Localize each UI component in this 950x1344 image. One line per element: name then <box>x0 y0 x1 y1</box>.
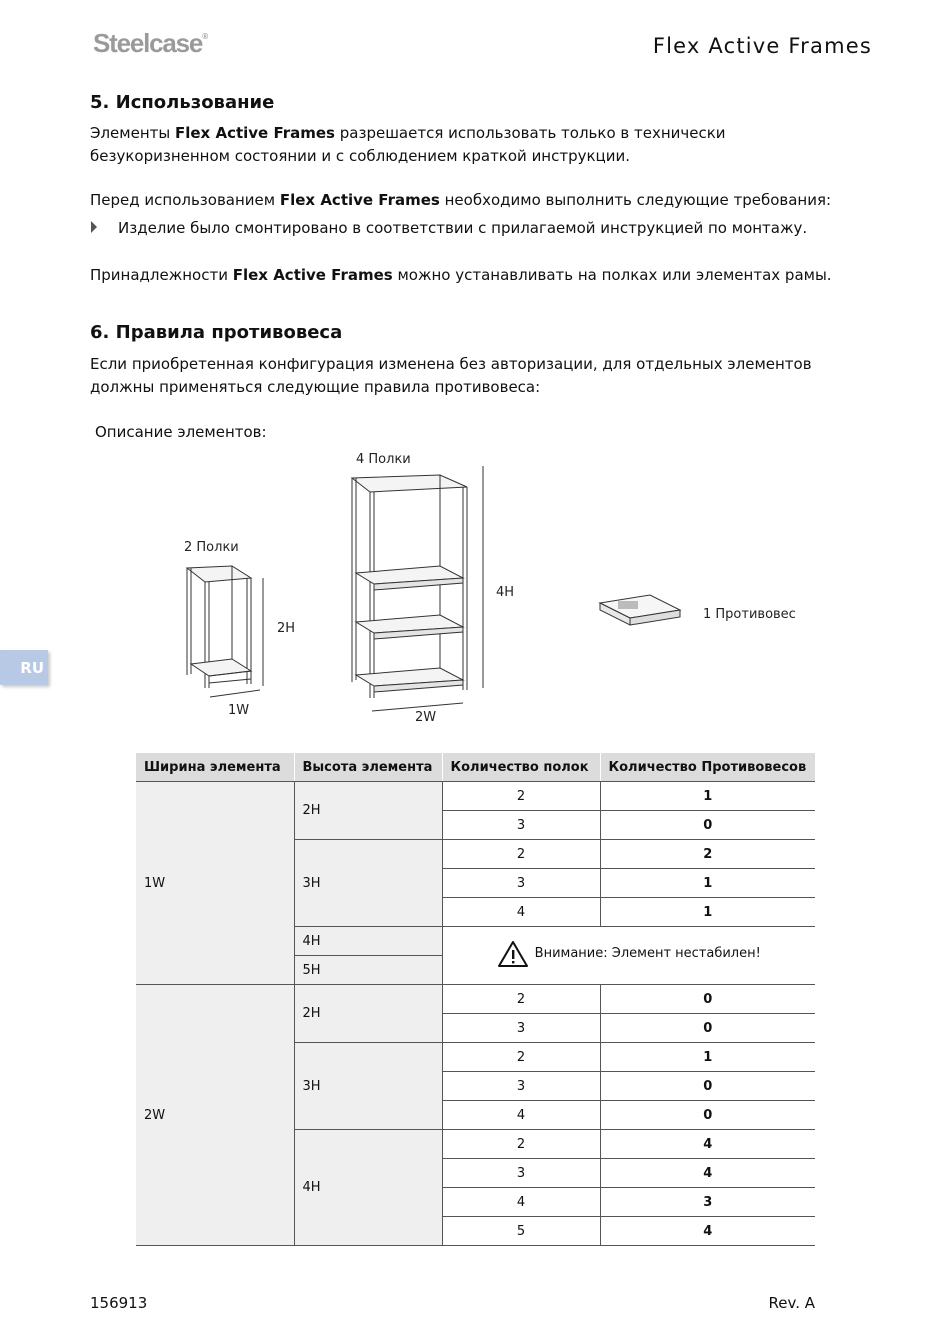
counterweights-cell: 0 <box>600 1014 815 1043</box>
shelves-cell: 3 <box>442 811 600 840</box>
text-run: Элементы <box>90 124 175 142</box>
small-unit-height-label: 2H <box>277 621 296 636</box>
tall-shelf-unit-drawing <box>352 466 483 711</box>
shelves-cell: 3 <box>442 1159 600 1188</box>
shelves-cell: 4 <box>442 898 600 927</box>
tall-unit-width-label: 2W <box>415 710 437 725</box>
text-run: Принадлежности <box>90 266 233 284</box>
counterweights-cell: 0 <box>600 1101 815 1130</box>
counterweights-cell: 4 <box>600 1130 815 1159</box>
shelves-cell: 2 <box>442 840 600 869</box>
height-cell: 3H <box>294 1043 442 1130</box>
header-counterweight-count: Количество Противовесов <box>600 753 815 782</box>
shelves-cell: 2 <box>442 782 600 811</box>
counterweights-cell: 1 <box>600 1043 815 1072</box>
counterweights-cell: 2 <box>600 840 815 869</box>
section-6-heading: 6. Правила противовеса <box>90 322 343 343</box>
elements-description-label: Описание элементов: <box>95 423 267 441</box>
small-shelf-unit-drawing <box>187 566 263 697</box>
counterweights-cell: 1 <box>600 869 815 898</box>
height-cell: 2H <box>294 985 442 1043</box>
product-name: Flex Active Frames <box>232 266 393 284</box>
counterweights-cell: 1 <box>600 782 815 811</box>
header-element-width: Ширина элемента <box>136 753 294 782</box>
table-row <box>136 782 815 811</box>
brand-name: Steelcase <box>93 28 203 58</box>
shelves-cell: 3 <box>442 869 600 898</box>
tall-unit-height-label: 4H <box>496 585 515 600</box>
document-title: Flex Active Frames <box>652 34 872 58</box>
section-6-paragraph: Если приобретенная конфигурация изменена без авторизации, для отдельных элементов должны применяться следующие правила противовеса: <box>90 355 812 396</box>
shelves-cell: 4 <box>442 1188 600 1217</box>
counterweight-rules-table <box>136 753 815 1246</box>
header-element-height: Высота элемента <box>294 753 442 782</box>
counterweights-cell: 0 <box>600 1072 815 1101</box>
height-cell: 4H <box>294 1130 442 1246</box>
warning-icon <box>497 940 529 968</box>
height-cell: 3H <box>294 840 442 927</box>
counterweights-cell: 0 <box>600 985 815 1014</box>
text-run: Перед использованием <box>90 191 280 209</box>
width-cell: 1W <box>136 782 294 985</box>
counterweight-label: 1 Противовес <box>703 607 796 622</box>
shelves-cell: 3 <box>442 1072 600 1101</box>
width-cell: 2W <box>136 985 294 1246</box>
shelves-cell: 2 <box>442 1130 600 1159</box>
shelves-cell: 3 <box>442 1014 600 1043</box>
counterweights-cell: 3 <box>600 1188 815 1217</box>
counterweights-cell: 4 <box>600 1217 815 1246</box>
table-row <box>136 985 815 1014</box>
revision-label: Rev. A <box>768 1294 815 1312</box>
shelves-cell: 2 <box>442 1043 600 1072</box>
small-unit-width-label: 1W <box>228 703 250 718</box>
unstable-warning <box>497 940 761 968</box>
table-header-row <box>136 753 815 782</box>
counterweights-cell: 1 <box>600 898 815 927</box>
small-unit-shelves-label: 2 Полки <box>184 540 239 555</box>
text-run: разрешается использовать только в технически безукоризненном состоянии и с соблюдением краткой инструкции. <box>90 124 726 165</box>
counterweights-cell: 0 <box>600 811 815 840</box>
counterweight-drawing <box>600 595 680 625</box>
registered-mark: ® <box>202 32 209 41</box>
requirement-bullet: Изделие было смонтировано в соответствии с прилагаемой инструкцией по монтажу. <box>118 219 808 237</box>
product-name: Flex Active Frames <box>279 191 440 209</box>
height-cell: 2H <box>294 782 442 840</box>
shelves-cell: 4 <box>442 1101 600 1130</box>
height-cell: 5H <box>294 956 442 985</box>
unstable-warning-cell <box>442 927 815 985</box>
warning-text: Внимание: Элемент нестабилен! <box>534 946 761 961</box>
height-cell: 4H <box>294 927 442 956</box>
document-number: 156913 <box>90 1294 148 1312</box>
header-shelf-count: Количество полок <box>442 753 600 782</box>
shelves-cell: 5 <box>442 1217 600 1246</box>
tall-unit-shelves-label: 4 Полки <box>356 452 411 467</box>
text-run: можно устанавливать на полках или элементах рамы. <box>392 266 832 284</box>
language-tab: RU <box>0 650 48 685</box>
shelves-cell: 2 <box>442 985 600 1014</box>
product-name: Flex Active Frames <box>175 124 335 142</box>
text-run: необходимо выполнить следующие требования: <box>439 191 832 209</box>
section-5-heading: 5. Использование <box>90 92 275 113</box>
counterweights-cell: 4 <box>600 1159 815 1188</box>
